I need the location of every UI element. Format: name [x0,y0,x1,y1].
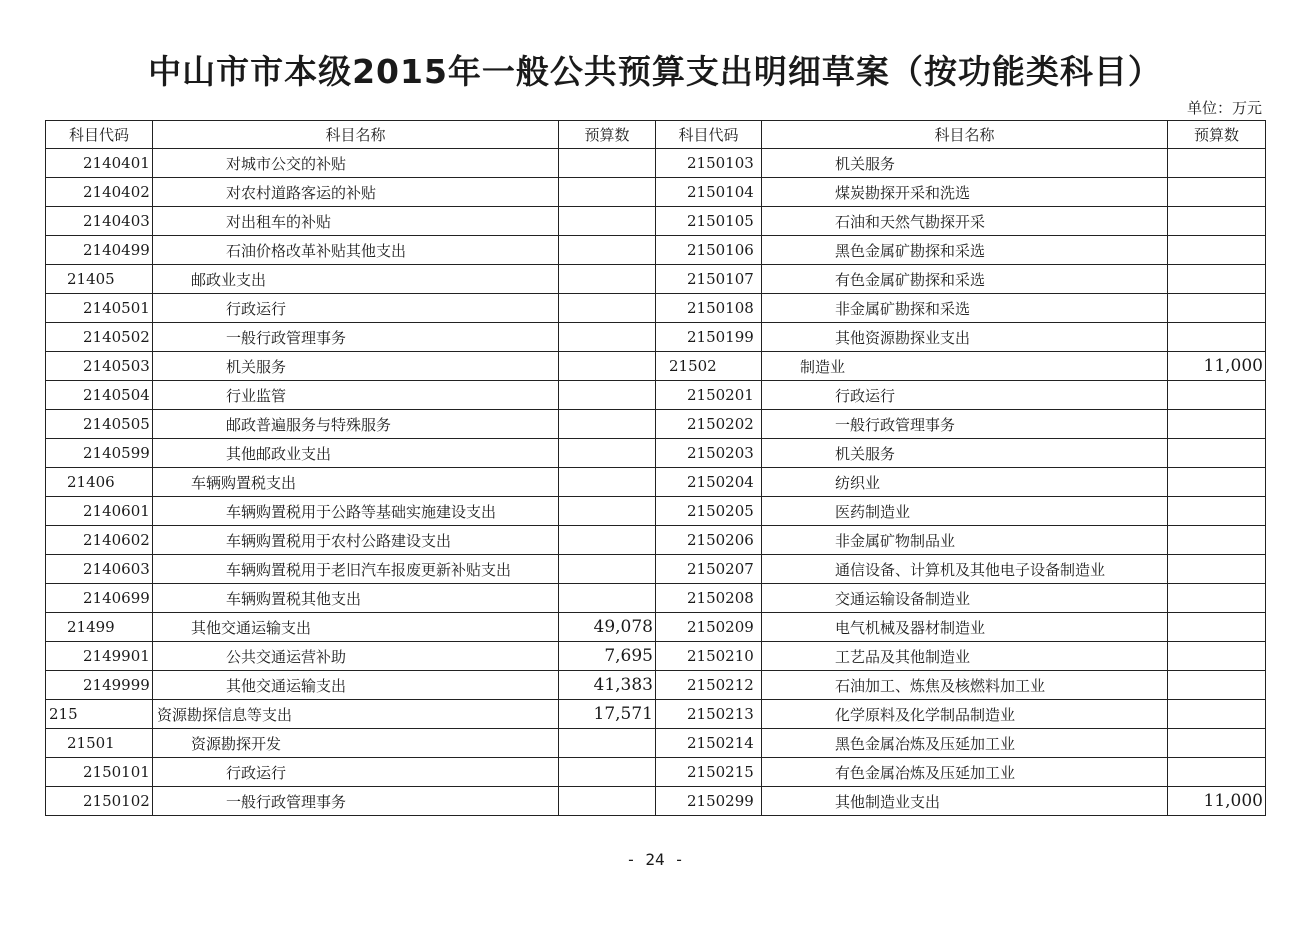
right-name-cell: 非金属矿物制品业 [762,526,1168,555]
left-name-cell: 邮政业支出 [153,265,559,294]
header-right-code: 科目代码 [656,121,762,149]
left-name-cell: 资源勘探开发 [153,729,559,758]
table-row [46,294,1266,323]
left-code-cell: 21406 [46,468,153,497]
left-amount-cell [559,787,656,816]
table-row [46,207,1266,236]
left-name-cell: 石油价格改革补贴其他支出 [153,236,559,265]
right-amount-cell [1168,294,1266,323]
table-row [46,584,1266,613]
table-row [46,555,1266,584]
left-name-cell: 机关服务 [153,352,559,381]
right-amount-cell [1168,526,1266,555]
right-name-cell: 医药制造业 [762,497,1168,526]
right-code-cell: 2150205 [656,497,762,526]
left-name-cell: 一般行政管理事务 [153,323,559,352]
left-name-cell: 行政运行 [153,294,559,323]
left-code-cell: 2140699 [46,584,153,613]
right-code-cell: 2150210 [656,642,762,671]
left-amount-cell [559,323,656,352]
right-code-cell: 2150214 [656,729,762,758]
left-amount-cell [559,207,656,236]
left-code-cell: 2149901 [46,642,153,671]
left-name-cell: 公共交通运营补助 [153,642,559,671]
left-name-cell: 一般行政管理事务 [153,787,559,816]
table-row [46,468,1266,497]
left-code-cell: 215 [46,700,153,729]
left-amount-cell [559,439,656,468]
right-name-cell: 非金属矿勘探和采选 [762,294,1168,323]
left-name-cell: 车辆购置税其他支出 [153,584,559,613]
left-code-cell: 2140599 [46,439,153,468]
right-name-cell: 黑色金属冶炼及压延加工业 [762,729,1168,758]
right-name-cell: 通信设备、计算机及其他电子设备制造业 [762,555,1168,584]
left-amount-cell [559,381,656,410]
right-name-cell: 其他资源勘探业支出 [762,323,1168,352]
table-row [46,265,1266,294]
right-name-cell: 石油加工、炼焦及核燃料加工业 [762,671,1168,700]
left-code-cell: 2140401 [46,149,153,178]
right-amount-cell [1168,671,1266,700]
table-row [46,497,1266,526]
right-code-cell: 2150107 [656,265,762,294]
right-code-cell: 2150299 [656,787,762,816]
left-code-cell: 2140504 [46,381,153,410]
left-name-cell: 邮政普遍服务与特殊服务 [153,410,559,439]
right-amount-cell [1168,439,1266,468]
right-amount-cell [1168,468,1266,497]
table-row [46,758,1266,787]
left-amount-cell [559,729,656,758]
left-name-cell: 其他交通运输支出 [153,671,559,700]
left-name-cell: 行政运行 [153,758,559,787]
right-name-cell: 机关服务 [762,149,1168,178]
left-name-cell: 其他交通运输支出 [153,613,559,642]
table-row [46,671,1266,700]
left-code-cell: 2140503 [46,352,153,381]
right-code-cell: 2150208 [656,584,762,613]
left-amount-cell [559,236,656,265]
right-code-cell: 2150204 [656,468,762,497]
left-name-cell: 车辆购置税用于农村公路建设支出 [153,526,559,555]
right-code-cell: 2150105 [656,207,762,236]
left-amount-cell [559,758,656,787]
right-amount-cell [1168,613,1266,642]
right-amount-cell [1168,642,1266,671]
left-name-cell: 资源勘探信息等支出 [153,700,559,729]
table-row [46,729,1266,758]
left-amount-cell [559,497,656,526]
table-header-row [46,121,1266,149]
table-row [46,439,1266,468]
right-amount-cell [1168,555,1266,584]
left-code-cell: 2140603 [46,555,153,584]
right-code-cell: 2150207 [656,555,762,584]
right-code-cell: 2150104 [656,178,762,207]
right-name-cell: 煤炭勘探开采和洗选 [762,178,1168,207]
left-amount-cell [559,178,656,207]
left-name-cell: 对出租车的补贴 [153,207,559,236]
left-code-cell: 2149999 [46,671,153,700]
left-amount-cell [559,468,656,497]
header-left-name: 科目名称 [153,121,559,149]
right-code-cell: 2150199 [656,323,762,352]
table-row [46,236,1266,265]
right-code-cell: 2150209 [656,613,762,642]
left-code-cell: 21501 [46,729,153,758]
left-name-cell: 对农村道路客运的补贴 [153,178,559,207]
right-amount-cell [1168,758,1266,787]
right-name-cell: 电气机械及器材制造业 [762,613,1168,642]
budget-table [45,120,1266,816]
table-row [46,352,1266,381]
left-amount-cell [559,265,656,294]
table-row [46,642,1266,671]
left-code-cell: 2140403 [46,207,153,236]
left-name-cell: 车辆购置税支出 [153,468,559,497]
left-amount-cell [559,294,656,323]
right-name-cell: 有色金属矿勘探和采选 [762,265,1168,294]
right-amount-cell [1168,381,1266,410]
right-code-cell: 2150103 [656,149,762,178]
page-number: - 24 - [626,850,684,869]
table-row [46,178,1266,207]
right-amount-cell [1168,207,1266,236]
left-code-cell: 21405 [46,265,153,294]
left-amount-cell: 49,078 [559,613,656,642]
table-row [46,410,1266,439]
table-row [46,700,1266,729]
right-code-cell: 2150202 [656,410,762,439]
left-code-cell: 2150101 [46,758,153,787]
left-amount-cell [559,149,656,178]
right-amount-cell [1168,584,1266,613]
right-code-cell: 2150106 [656,236,762,265]
right-name-cell: 纺织业 [762,468,1168,497]
left-code-cell: 2140601 [46,497,153,526]
left-code-cell: 2140502 [46,323,153,352]
header-right-amount: 预算数 [1168,121,1266,149]
right-code-cell: 2150203 [656,439,762,468]
right-name-cell: 制造业 [762,352,1168,381]
left-amount-cell: 7,695 [559,642,656,671]
left-amount-cell [559,555,656,584]
table-row [46,787,1266,816]
right-code-cell: 2150201 [656,381,762,410]
right-name-cell: 有色金属冶炼及压延加工业 [762,758,1168,787]
right-code-cell: 2150212 [656,671,762,700]
right-name-cell: 一般行政管理事务 [762,410,1168,439]
document-title: 中山市市本级2015年一般公共预算支出明细草案（按功能类科目） [148,52,1162,91]
right-amount-cell [1168,700,1266,729]
right-name-cell: 交通运输设备制造业 [762,584,1168,613]
right-name-cell: 黑色金属矿勘探和采选 [762,236,1168,265]
header-left-code: 科目代码 [46,121,153,149]
left-name-cell: 车辆购置税用于公路等基础实施建设支出 [153,497,559,526]
header-right-name: 科目名称 [762,121,1168,149]
table-row [46,381,1266,410]
left-name-cell: 车辆购置税用于老旧汽车报废更新补贴支出 [153,555,559,584]
left-amount-cell: 41,383 [559,671,656,700]
right-amount-cell [1168,236,1266,265]
table-row [46,526,1266,555]
right-amount-cell [1168,410,1266,439]
left-code-cell: 2140602 [46,526,153,555]
table-row [46,323,1266,352]
left-amount-cell [559,352,656,381]
left-name-cell: 行业监管 [153,381,559,410]
right-code-cell: 2150215 [656,758,762,787]
right-amount-cell [1168,323,1266,352]
right-code-cell: 2150213 [656,700,762,729]
right-code-cell: 21502 [656,352,762,381]
right-code-cell: 2150108 [656,294,762,323]
right-name-cell: 工艺品及其他制造业 [762,642,1168,671]
left-code-cell: 2150102 [46,787,153,816]
table-row [46,613,1266,642]
right-code-cell: 2150206 [656,526,762,555]
right-name-cell: 其他制造业支出 [762,787,1168,816]
right-amount-cell: 11,000 [1168,787,1266,816]
right-amount-cell [1168,265,1266,294]
left-code-cell: 21499 [46,613,153,642]
left-amount-cell [559,584,656,613]
left-name-cell: 对城市公交的补贴 [153,149,559,178]
left-code-cell: 2140505 [46,410,153,439]
right-amount-cell: 11,000 [1168,352,1266,381]
right-amount-cell [1168,149,1266,178]
left-code-cell: 2140501 [46,294,153,323]
right-amount-cell [1168,497,1266,526]
left-amount-cell: 17,571 [559,700,656,729]
left-name-cell: 其他邮政业支出 [153,439,559,468]
header-left-amount: 预算数 [559,121,656,149]
left-amount-cell [559,410,656,439]
right-amount-cell [1168,729,1266,758]
right-amount-cell [1168,178,1266,207]
left-code-cell: 2140499 [46,236,153,265]
table-row [46,149,1266,178]
right-name-cell: 化学原料及化学制品制造业 [762,700,1168,729]
right-name-cell: 石油和天然气勘探开采 [762,207,1168,236]
left-code-cell: 2140402 [46,178,153,207]
right-name-cell: 行政运行 [762,381,1168,410]
unit-label: 单位：万元 [1186,99,1262,117]
left-amount-cell [559,526,656,555]
right-name-cell: 机关服务 [762,439,1168,468]
